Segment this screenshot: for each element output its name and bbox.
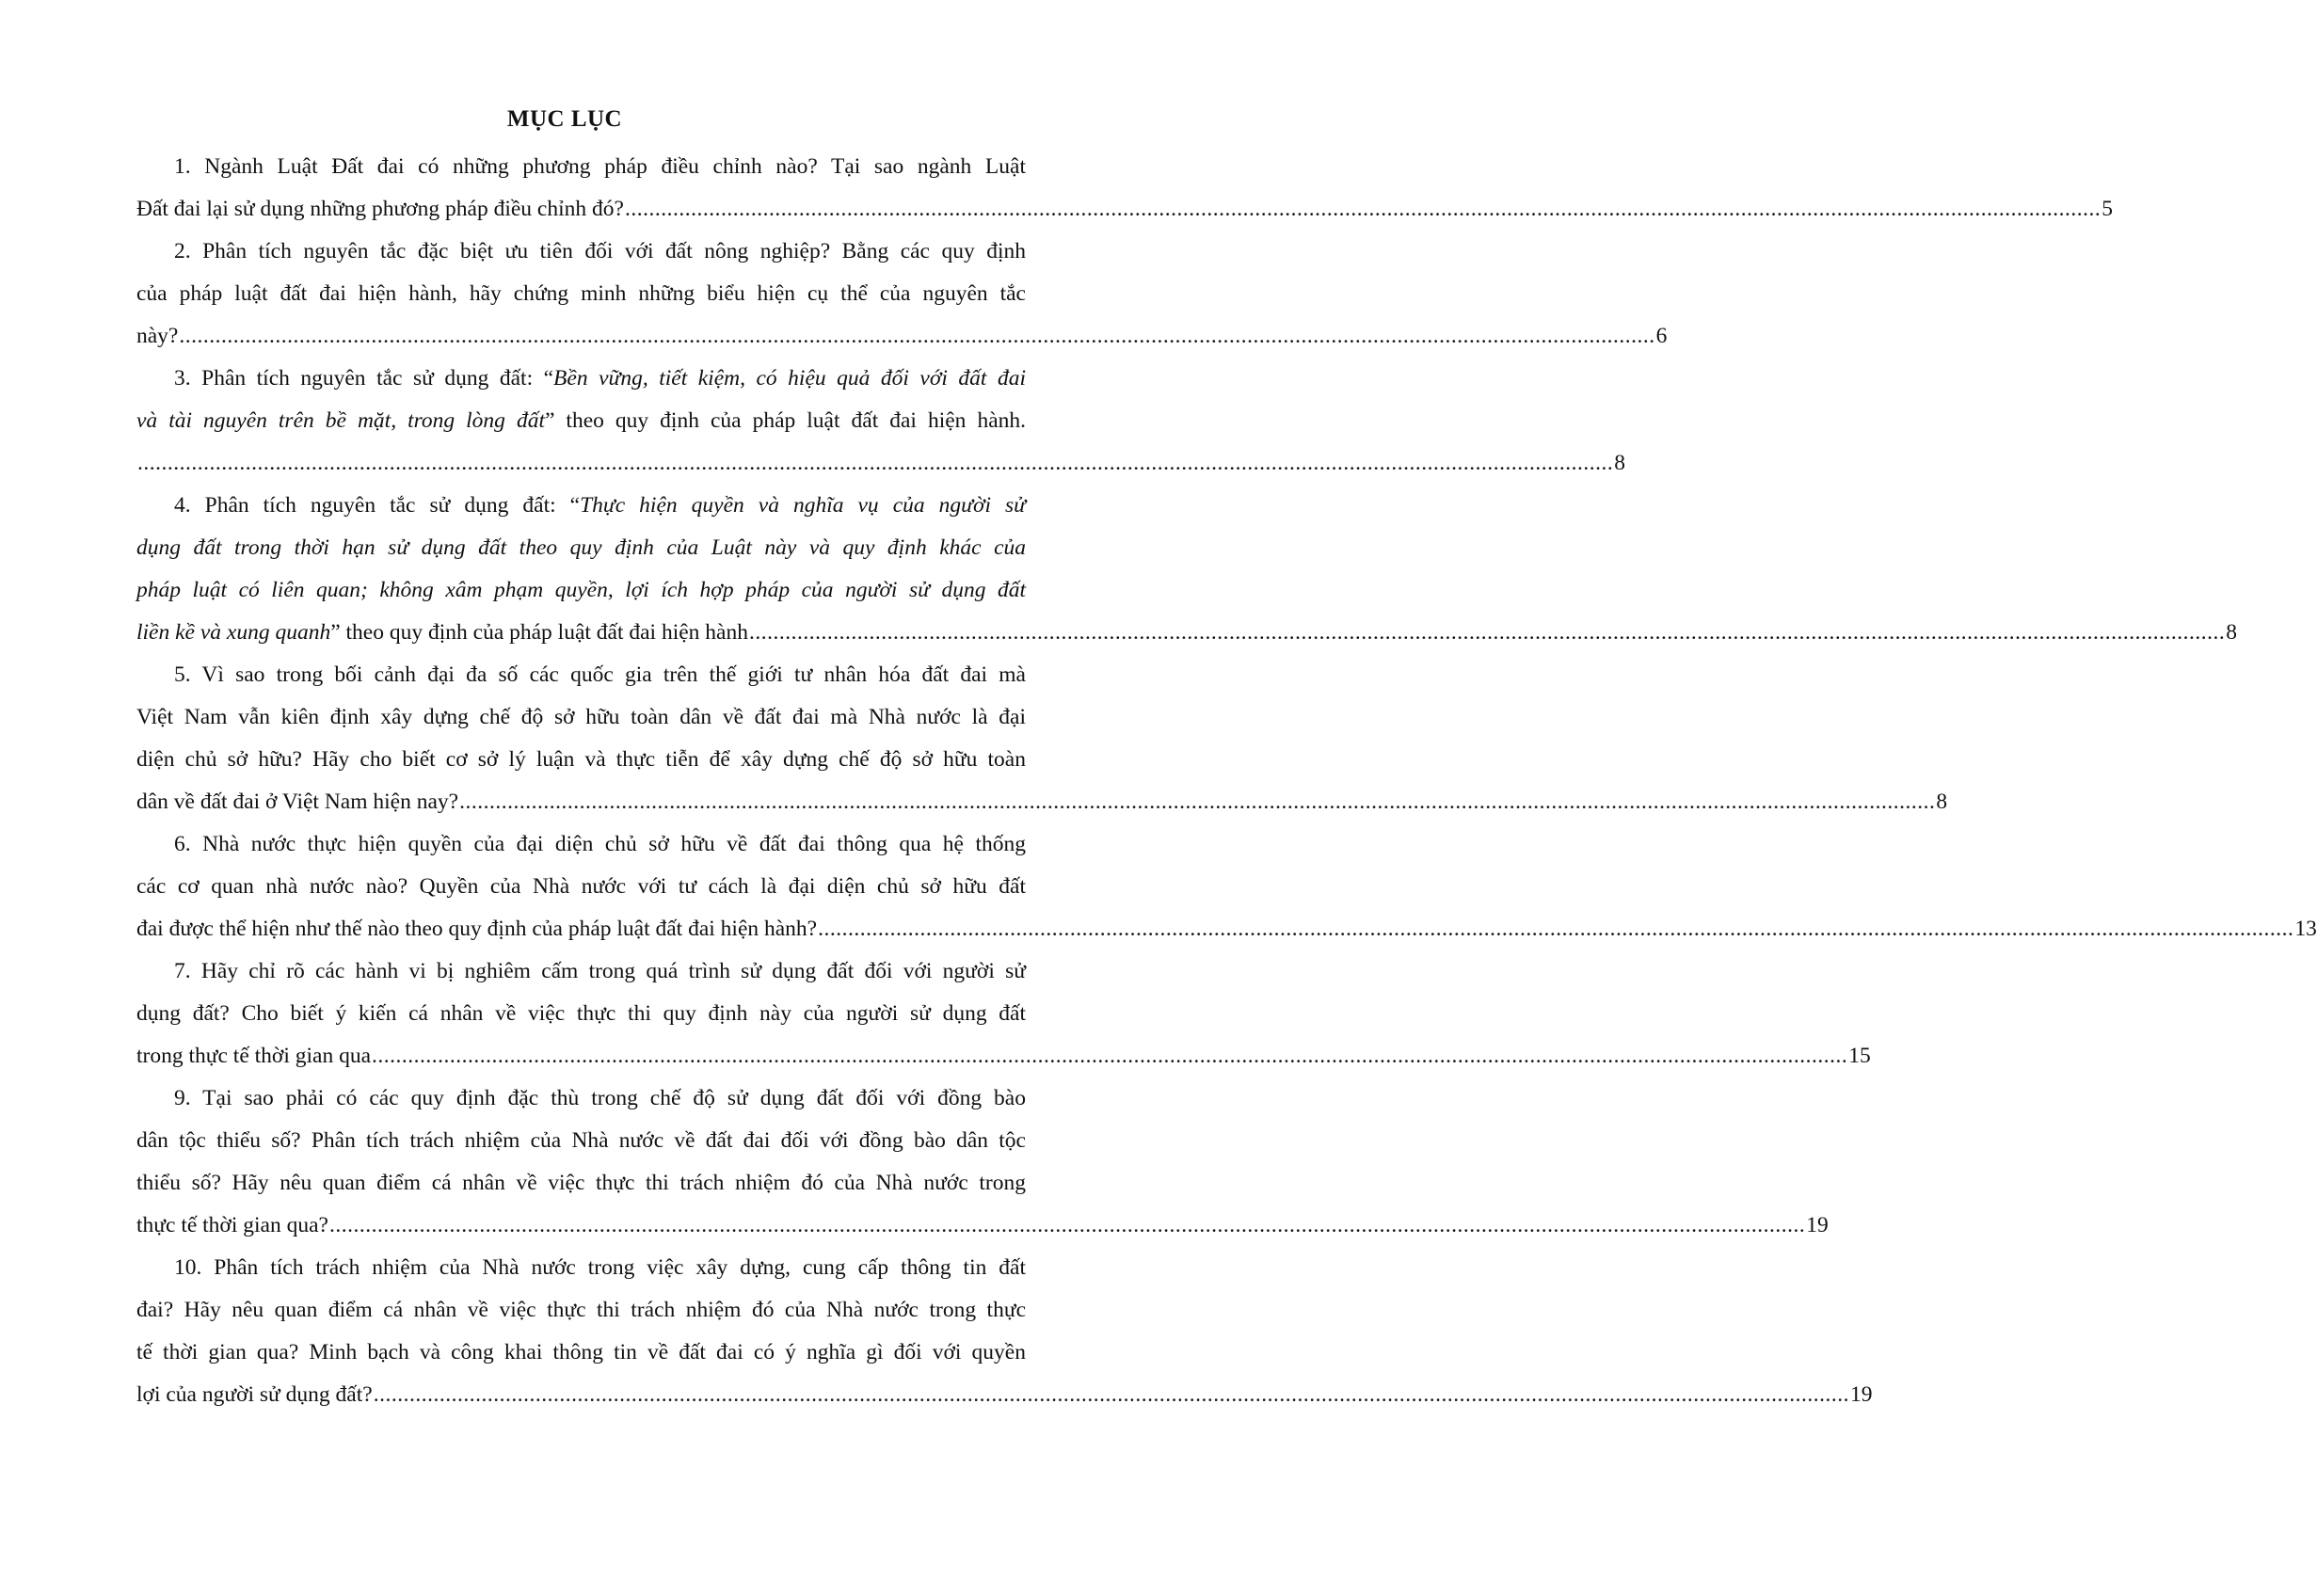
toc-entry[interactable] <box>136 1077 1829 1247</box>
toc-entry-text: 7. Hãy chỉ rõ các hành vi bị nghiêm cấm trong quá trình sử dụng đất đối với người sử <box>174 959 1026 983</box>
toc-entry-text: ” theo quy định của pháp luật đất đai hiện hành. <box>544 408 1026 433</box>
toc-entry-text: 10. Phân tích trách nhiệm của Nhà nước trong việc xây dựng, cung cấp thông tin đất <box>174 1255 1026 1280</box>
toc-entry[interactable] <box>136 1247 1873 1416</box>
toc-entry-text: 1. Ngành Luật Đất đai có những phương pháp điều chỉnh nào? Tại sao ngành Luật <box>174 154 1026 179</box>
toc-entry-italic-text: liền kề và xung quanh <box>136 620 331 645</box>
toc-page-number: 19 <box>1806 1213 1829 1237</box>
toc-entry[interactable] <box>136 823 2317 950</box>
toc-entry-line <box>136 993 1026 1035</box>
toc-page-number: 8 <box>1614 451 1625 475</box>
toc-page-number: 8 <box>2226 620 2237 645</box>
toc-page-number: 15 <box>1848 1044 1871 1068</box>
toc-leader-dots: ...................................................................................................................................................................................................................................................... <box>624 197 2101 221</box>
toc-entry-text: 5. Vì sao trong bối cảnh đại đa số các quốc gia trên thế giới tư nhân hóa đất đai mà <box>174 662 1026 687</box>
toc-entry-line <box>136 527 1026 569</box>
toc-entry-text: 2. Phân tích nguyên tắc đặc biệt ưu tiên đối với đất nông nghiệp? Bằng các quy định <box>174 239 1026 263</box>
toc-entry-line <box>136 188 2113 231</box>
toc-entry-line <box>136 1289 1026 1332</box>
toc-leader-dots: ...................................................................................................................................................................................................................................................... <box>818 917 2294 941</box>
toc-entry-line <box>136 485 1026 527</box>
toc-leader-dots: ...................................................................................................................................................................................................................................................... <box>137 451 1614 475</box>
toc-entry-text: dụng đất? Cho biết ý kiến cá nhân về việc thực thi quy định này của người sử dụng đất <box>136 1001 1026 1026</box>
toc-entry-italic-text: Thực hiện quyền và nghĩa vụ của người sử <box>580 493 1026 518</box>
toc-entry-italic-text: và tài nguyên trên bề mặt, trong lòng đất <box>136 408 545 433</box>
toc-entry-line <box>136 1205 1829 1247</box>
toc-entry-line <box>136 231 1026 273</box>
toc-entry-line <box>136 908 2317 950</box>
toc-entry-line <box>136 950 1026 993</box>
toc-page-number: 13 <box>2294 917 2317 941</box>
toc-entry-text: này? <box>136 324 179 348</box>
toc-entry-line <box>136 1247 1026 1289</box>
toc-entry-text: ” theo quy định của pháp luật đất đai hiện hành <box>330 620 748 645</box>
toc-page-number: 5 <box>2101 197 2113 221</box>
toc-list <box>136 146 2317 1416</box>
toc-entry-text: Việt Nam vẫn kiên định xây dựng chế độ sở hữu toàn dân về đất đai mà Nhà nước là đại <box>136 705 1026 729</box>
toc-entry-line <box>136 442 1625 485</box>
toc-entry-italic-text: dụng đất trong thời hạn sử dụng đất theo quy định của Luật này và quy định khác của <box>136 535 1026 560</box>
toc-entry-text: dân tộc thiểu số? Phân tích trách nhiệm của Nhà nước về đất đai đối với đồng bào dân tộc <box>136 1128 1026 1153</box>
toc-leader-dots: ...................................................................................................................................................................................................................................................... <box>179 324 1655 348</box>
toc-entry-text: thực tế thời gian qua? <box>136 1213 328 1237</box>
toc-page-number: 6 <box>1655 324 1668 348</box>
toc-leader-dots: ...................................................................................................................................................................................................................................................... <box>372 1044 1848 1068</box>
toc-entry[interactable] <box>136 654 1948 823</box>
toc-entry-line <box>136 1035 1871 1077</box>
toc-entry[interactable] <box>136 950 1871 1077</box>
toc-entry-line <box>136 823 1026 866</box>
toc-entry-line <box>136 739 1026 781</box>
toc-entry-line <box>136 1120 1026 1162</box>
toc-entry-line <box>136 400 1026 442</box>
toc-leader-dots: ...................................................................................................................................................................................................................................................... <box>748 620 2226 645</box>
toc-page-number: 19 <box>1849 1382 1873 1407</box>
toc-entry-line <box>136 612 2237 654</box>
toc-entry-line <box>136 1332 1026 1374</box>
toc-entry-line <box>136 569 1026 612</box>
toc-leader-dots: ...................................................................................................................................................................................................................................................... <box>328 1213 1806 1237</box>
toc-entry-line <box>136 315 1668 358</box>
toc-entry-line <box>136 1162 1026 1205</box>
toc-entry-line <box>136 1077 1026 1120</box>
toc-entry[interactable] <box>136 485 2237 654</box>
toc-entry-italic-text: Bền vững, tiết kiệm, có hiệu quả đối với đất đai <box>553 366 1026 391</box>
toc-entry-text: 4. Phân tích nguyên tắc sử dụng đất: “ <box>174 493 581 518</box>
toc-entry-line <box>136 696 1026 739</box>
toc-entry-line <box>136 1374 1873 1416</box>
toc-entry-text: 3. Phân tích nguyên tắc sử dụng đất: “ <box>174 366 554 391</box>
toc-entry-text: Đất đai lại sử dụng những phương pháp điều chỉnh đó? <box>136 197 624 221</box>
toc-entry-line <box>136 358 1026 400</box>
toc-page-number: 8 <box>1936 790 1948 814</box>
toc-entry[interactable] <box>136 146 2113 231</box>
toc-entry-text: thiểu số? Hãy nêu quan điểm cá nhân về việc thực thi trách nhiệm đó của Nhà nước trong <box>136 1171 1026 1195</box>
toc-title: MỤC LỤC <box>506 106 623 132</box>
toc-entry-line <box>136 146 1026 188</box>
toc-entry[interactable] <box>136 231 1668 358</box>
toc-entry-text: diện chủ sở hữu? Hãy cho biết cơ sở lý luận và thực tiễn để xây dựng chế độ sở hữu toàn <box>136 747 1026 772</box>
toc-entry-text: trong thực tế thời gian qua <box>136 1044 372 1068</box>
toc-entry-line <box>136 654 1026 696</box>
toc-entry-text: của pháp luật đất đai hiện hành, hãy chứng minh những biểu hiện cụ thể của nguyên tắc <box>136 281 1026 306</box>
toc-entry-text: các cơ quan nhà nước nào? Quyền của Nhà nước với tư cách là đại diện chủ sở hữu đất <box>136 874 1026 899</box>
toc-entry-text: 9. Tại sao phải có các quy định đặc thù trong chế độ sử dụng đất đối với đồng bào <box>174 1086 1026 1110</box>
toc-leader-dots: ...................................................................................................................................................................................................................................................... <box>373 1382 1849 1407</box>
toc-entry-text: lợi của người sử dụng đất? <box>136 1382 373 1407</box>
toc-entry-line <box>136 866 1026 908</box>
toc-entry[interactable] <box>136 358 1625 485</box>
toc-entry-text: 6. Nhà nước thực hiện quyền của đại diện chủ sở hữu về đất đai thông qua hệ thống <box>174 832 1026 856</box>
toc-entry-line <box>136 781 1948 823</box>
toc-entry-text: dân về đất đai ở Việt Nam hiện nay? <box>136 790 459 814</box>
toc-entry-text: đai được thể hiện như thế nào theo quy định của pháp luật đất đai hiện hành? <box>136 917 818 941</box>
toc-entry-text: tế thời gian qua? Minh bạch và công khai thông tin về đất đai có ý nghĩa gì đối với quyền <box>136 1340 1026 1365</box>
toc-entry-italic-text: pháp luật có liên quan; không xâm phạm quyền, lợi ích hợp pháp của người sử dụng đất <box>136 578 1026 602</box>
toc-leader-dots: ...................................................................................................................................................................................................................................................... <box>459 790 1936 814</box>
toc-entry-line <box>136 273 1026 315</box>
toc-entry-text: đai? Hãy nêu quan điểm cá nhân về việc thực thi trách nhiệm đó của Nhà nước trong thực <box>136 1298 1026 1322</box>
